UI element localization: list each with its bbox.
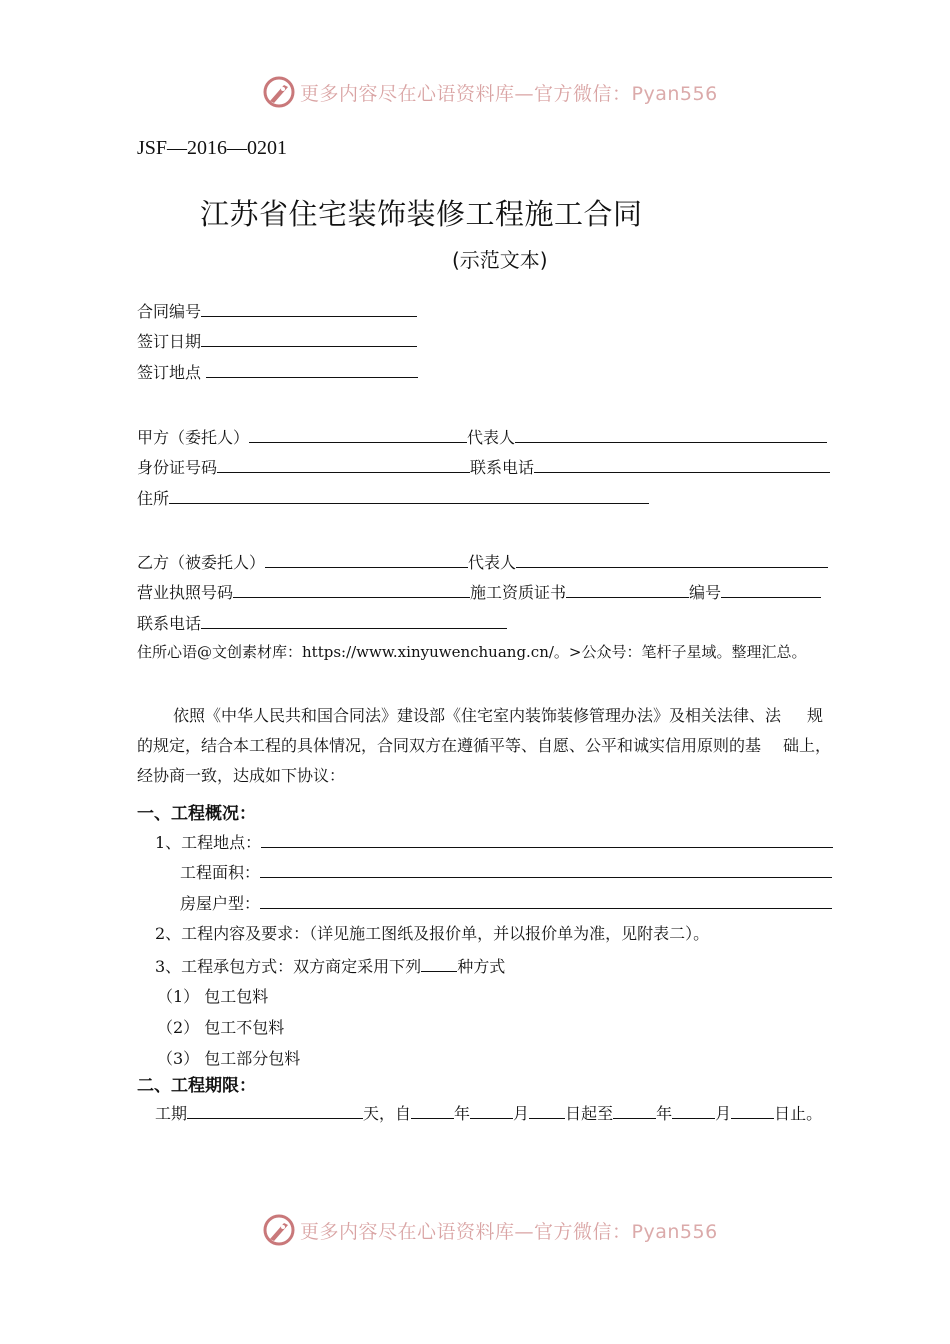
site-location-row: 1、工程地点： [155,829,833,853]
party-a-id-blank[interactable] [217,454,470,473]
contract-number-row: 合同编号 [137,298,417,322]
start-day-blank[interactable] [529,1100,565,1119]
party-a-address-blank[interactable] [169,485,649,504]
page-subtitle: (示范文本) [452,248,548,272]
party-b-license-blank[interactable] [233,579,470,598]
work-period-row: 工期 天，自 年 月 日起至 年 月 日止。 [155,1100,822,1124]
contract-mode-blank[interactable] [421,953,457,972]
pen-nib-logo-icon [262,75,296,109]
option-2: （2） 包工不包料 [157,1018,285,1037]
sign-date-row: 签订日期 [137,328,417,352]
sign-place-row: 签订地点 [137,359,418,383]
party-a-id-row: 身份证号码 联系电话 [137,454,830,478]
section-1-heading: 一、工程概况： [137,804,256,824]
document-code: JSF—2016—0201 [137,137,288,159]
house-type-blank[interactable] [260,890,832,909]
party-a-row: 甲方（委托人） 代表人 [137,424,827,448]
sign-place-blank[interactable] [206,359,418,378]
party-b-address-row: 住所心语@文创素材库：https://www.xinyuwenchuang.cn/。>公众号：笔杆子星域。整理汇总。 [137,643,807,661]
page-title: 江苏省住宅装饰装修工程施工合同 [200,197,643,231]
watermark-bottom [262,1212,718,1248]
option-1: （1） 包工包料 [157,987,269,1006]
site-area-blank[interactable] [260,859,832,878]
party-b-name-blank[interactable] [265,549,468,568]
party-b-row: 乙方（被委托人） 代表人 [137,549,828,573]
party-b-phone-row: 联系电话 [137,610,507,634]
house-type-row: 房屋户型： [180,890,832,914]
preamble: 依照《中华人民共和国合同法》建设部《住宅室内装饰装修管理办法》及相关法律、法 规 的规定，结合本工程的具体情况，合同双方在遵循平等、自愿、公平和诚实信用原则的基 础上， 经协商一致，达成如下协议： [137,706,832,785]
contract-number-blank[interactable] [201,298,417,317]
sign-date-blank[interactable] [201,328,417,347]
option-3: （3） 包工部分包料 [157,1049,301,1068]
site-location-blank[interactable] [261,829,833,848]
end-day-blank[interactable] [731,1100,774,1119]
end-month-blank[interactable] [672,1100,715,1119]
pen-nib-logo-icon [262,1213,296,1247]
period-days-blank[interactable] [187,1100,363,1119]
site-area-row: 工程面积： [180,859,832,883]
party-a-name-blank[interactable] [249,424,467,443]
end-year-blank[interactable] [613,1100,656,1119]
party-a-phone-blank[interactable] [534,454,830,473]
start-month-blank[interactable] [470,1100,513,1119]
party-b-phone-blank[interactable] [201,610,507,629]
party-b-license-row: 营业执照号码 施工资质证书 编号 [137,579,821,603]
contract-mode-row: 3、工程承包方式：双方商定采用下列 种方式 [155,953,505,977]
party-b-cert-no-blank[interactable] [721,579,821,598]
work-content-row: 2、工程内容及要求：（详见施工图纸及报价单，并以报价单为准，见附表二）。 [155,924,710,943]
party-b-cert-blank[interactable] [566,579,689,598]
party-a-address-row: 住所 [137,485,649,509]
watermark-text: 更多内容尽在心语资料库—官方微信：Pyan556 [300,82,718,105]
party-b-rep-blank[interactable] [516,549,828,568]
watermark-text: 更多内容尽在心语资料库—官方微信：Pyan556 [300,1220,718,1243]
section-2-heading: 二、工程期限： [137,1076,256,1096]
watermark-top [262,74,718,110]
start-year-blank[interactable] [411,1100,454,1119]
party-a-rep-blank[interactable] [515,424,827,443]
